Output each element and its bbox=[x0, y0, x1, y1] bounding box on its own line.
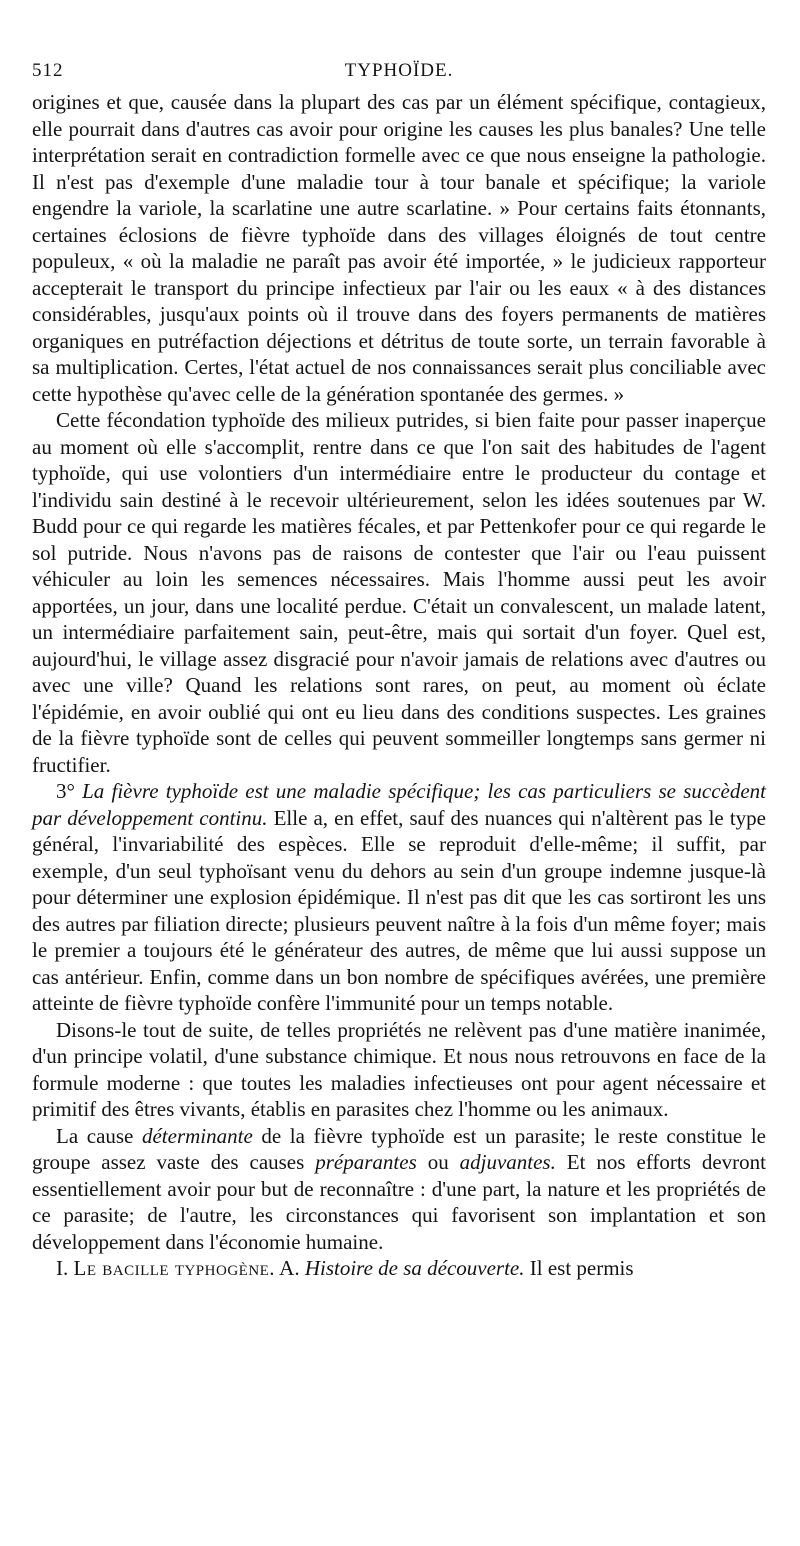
text-run: de la fièvre typhoïde est un parasite; le reste constitue le groupe assez vaste des causes bbox=[32, 1123, 766, 1174]
book-page bbox=[32, 58, 766, 1282]
point-title: La fièvre typhoïde est une maladie spécifique; les cas particuliers se succèdent par développement continu. bbox=[32, 779, 766, 830]
subsection-number: A. bbox=[279, 1256, 300, 1280]
paragraph-cause bbox=[32, 1123, 766, 1256]
text-run: La cause bbox=[56, 1123, 134, 1148]
emphasis-adjuvantes: adjuvantes. bbox=[459, 1150, 556, 1174]
paragraph-continuation: origines et que, causée dans la plupart des cas par un élément spécifique, contagieux, elle pourrait dans d'autres cas avoir pour origine les causes les plus banales? Une telle interprétation serait en contradiction formelle avec ce que nous enseigne la pathologie. Il n'est pas d'exemple d'une maladie tour à tour banale et spécifique; la variole engendre la variole, la scarlatine une autre scarlatine. » Pour certains faits étonnants, certaines éclosions de fièvre typhoïde dans des villages éloignés de tout centre populeux, « où la maladie ne paraît pas avoir été importée, » le judicieux rapporteur accepterait le transport du principe infectieux par l'air ou les eaux « à des distances considérables, jusqu'aux points où il trouve dans des foyers permanents de matières organiques en putréfaction déjections et détritus de toute sorte, un terrain favorable à sa multiplication. Certes, l'état actuel de nos connaissances serait plus conciliable avec cette hypothèse qu'avec celle de la génération spontanée des germes. » bbox=[32, 90, 766, 406]
paragraph-fecondation: Cette fécondation typhoïde des milieux putrides, si bien faite pour passer inaperçue au moment où elle s'accomplit, rentre dans ce que l'on sait des habitudes de l'agent typhoïde, qui use volontiers d'un intermédiaire entre le producteur du contage et l'individu sain destiné à le recevoir ultérieurement, selon les idées soutenues par W. Budd pour ce qui regarde les matières fécales, et par Pettenkofer pour ce qui regarde le sol putride. Nous n'avons pas de raisons de contester que l'air ou l'eau puissent véhiculer au loin les semences nécessaires. Mais l'homme aussi peut les avoir apportées, un jour, dans une localité perdue. C'était un convalescent, un malade latent, un intermédiaire parfaitement sain, peut-être, mais qui sortait d'un foyer. Quel est, aujourd'hui, le village assez disgracié pour n'avoir jamais de relations avec d'autres ou avec une ville? Quand les relations sont rares, on peut, au moment où éclate l'épidémie, en avoir oublié qui ont eu lieu dans des conditions suspectes. Les graines de la fièvre typhoïde sont de celles qui peuvent sommeiller longtemps sans germer ni fructifier. bbox=[32, 408, 766, 777]
section-heading: Le bacille typhogène. bbox=[73, 1256, 276, 1280]
emphasis-determinante: déterminante bbox=[141, 1123, 253, 1148]
page-number: 512 bbox=[32, 60, 64, 81]
text-run: Et nos efforts devront essentiellement avoir pour but de reconnaître : d'une part, la nature et les propriétés de ce parasite; de l'autre, les circonstances qui favorisent son implantation et son développement dans l'économie humaine. bbox=[32, 1150, 767, 1254]
subsection-heading: Histoire de sa découverte. bbox=[304, 1256, 525, 1280]
text-run: ou bbox=[427, 1150, 449, 1174]
paragraph-text: Il est permis bbox=[529, 1256, 634, 1280]
section-number: I. bbox=[56, 1256, 69, 1280]
page-header bbox=[32, 58, 766, 86]
emphasis-preparantes: préparantes bbox=[315, 1150, 417, 1174]
paragraph-proprietes: Disons-le tout de suite, de telles propriétés ne relèvent pas d'une matière inanimée, d'un principe volatil, d'une substance chimique. Et nous nous retrouvons en face de la formule moderne : que toutes les maladies infectieuses ont pour agent nécessaire et primitif des êtres vivants, établis en parasites chez l'homme ou les animaux. bbox=[32, 1017, 766, 1121]
paragraph-specificite bbox=[32, 778, 766, 1017]
section-heading-line bbox=[32, 1255, 766, 1282]
running-title: TYPHOÏDE. bbox=[344, 60, 454, 81]
paragraph-text: Elle a, en effet, sauf des nuances qui n'altèrent pas le type général, l'invariabilité des espèces. Elle se reproduit d'elle-même; il suffit, par exemple, d'un seul typhoïsant venu du dehors au sein d'un groupe indemne jusque-là pour déterminer une explosion épidémique. Il n'est pas dit que les cas sortiront les uns des autres par filiation directe; plusieurs peuvent naître à la fois d'un même foyer; mais le premier a toujours été le générateur des autres, de même que lui aussi suppose un cas antérieur. Enfin, comme dans un bon nombre de spécifiques avérées, une première atteinte de fièvre typhoïde confère l'immunité pour un temps notable. bbox=[32, 805, 766, 1015]
point-number: 3° bbox=[56, 779, 75, 803]
